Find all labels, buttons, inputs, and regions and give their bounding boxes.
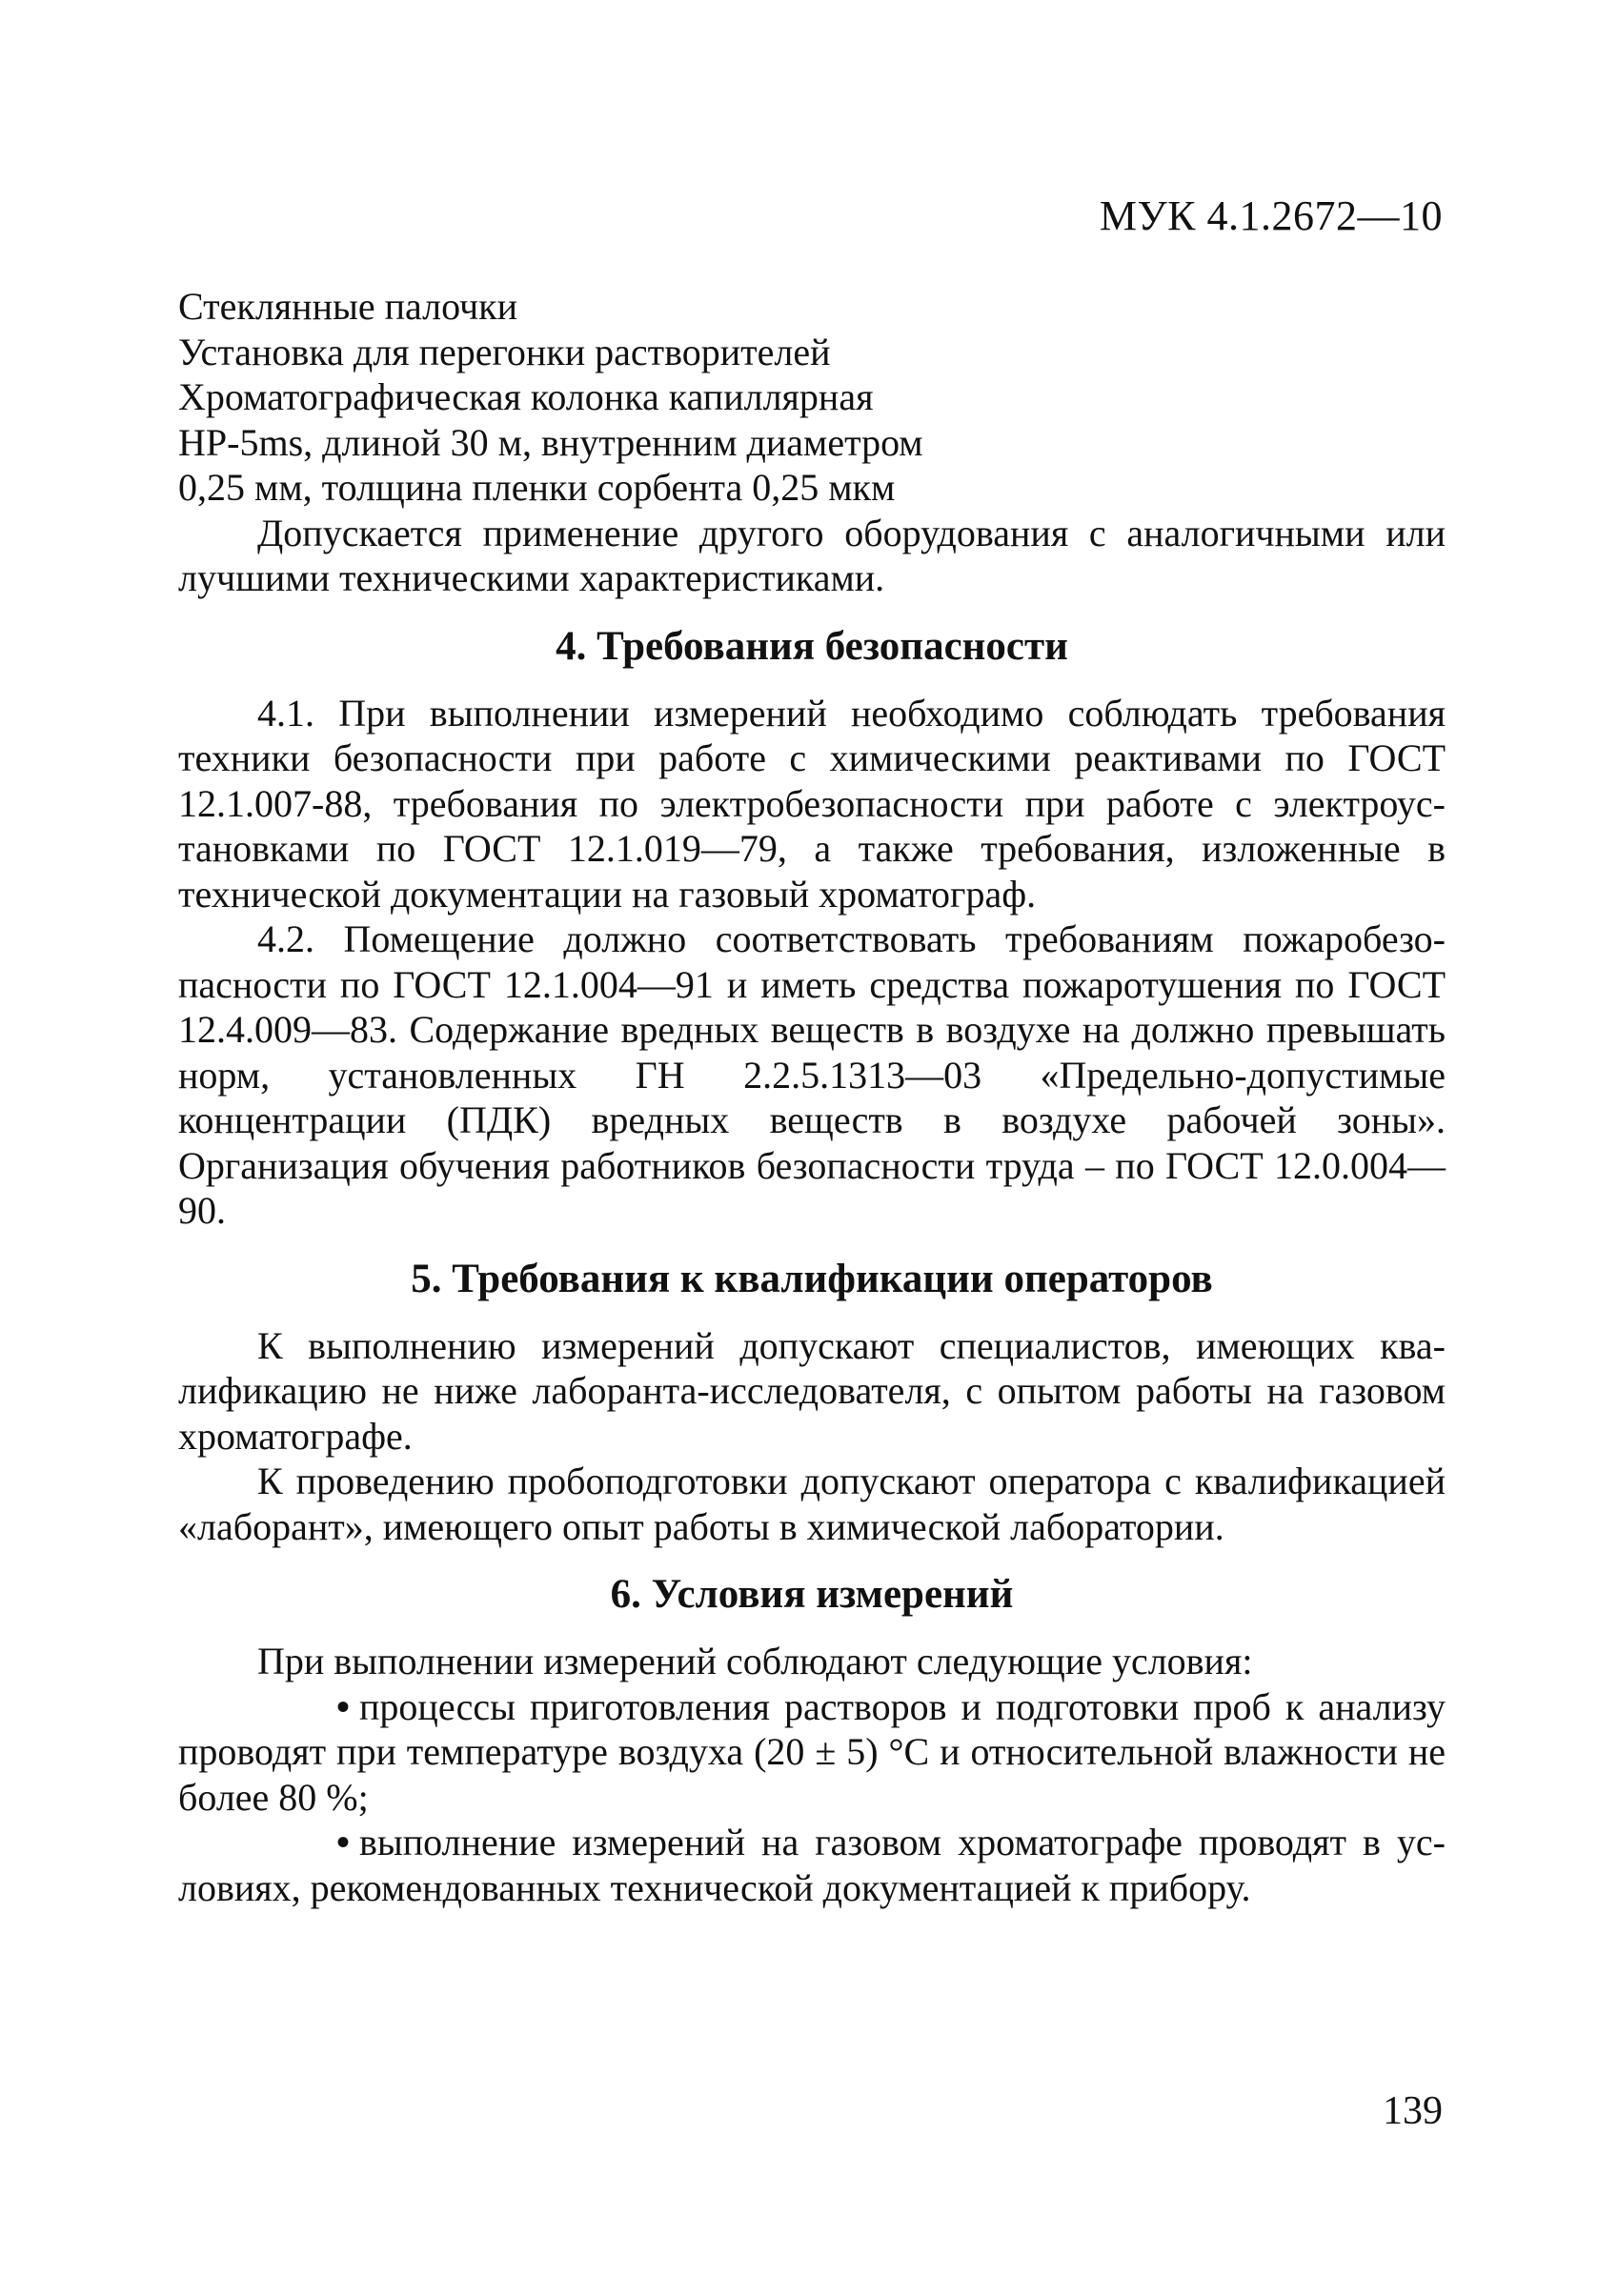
- section-6-title: 6. Условия измерений: [610, 1572, 1014, 1617]
- equipment-line: Установка для перегонки растворителей: [178, 330, 831, 373]
- equipment-line: 0,25 мм, толщина пленки сорбента 0,25 мкм: [178, 466, 896, 509]
- section-5-paragraph-2: К проведению пробоподготовки допускают оператора с квалификацией «лаборант», имеющего опыт работы в химической лаборатории.: [178, 1460, 1446, 1548]
- bullet-icon: •: [336, 1684, 351, 1728]
- section-5-title: 5. Требования к квалификации операторов: [411, 1256, 1213, 1301]
- bullet-text: выполнение измерений на газовом хроматографе проводят в условиях, рекомендованных технической документацией к прибору.: [178, 1821, 1446, 1909]
- section-5-paragraph-1: К выполнению измерений допускают специалистов, имеющих квалификацию не ниже лаборанта-исследователя, с опытом работы на газовом хроматографе.: [178, 1323, 1446, 1458]
- bullet-text: процессы приготовления растворов и подготовки проб к анализу проводят при температуре воздуха (20 ± 5) °С и относительной влажности не более 80 %;: [178, 1684, 1446, 1819]
- section-4-title: 4. Требования безопасности: [556, 623, 1068, 669]
- equipment-line: Стеклянные палочки: [178, 285, 518, 328]
- section-6-bullet-item: [178, 1684, 1446, 1821]
- section-6-intro: При выполнении измерений соблюдают следующие условия:: [257, 1640, 1253, 1682]
- document-code-header: МУК 4.1.2672—10: [1099, 192, 1443, 239]
- equipment-line: Хроматографическая колонка капиллярная: [178, 375, 874, 418]
- section-4-paragraph-1: 4.1. При выполнении измерений необходимо соблюдать требования техники безопасности при работе с химическими реактивами по ГОСТ 12.1.007-88, требования по электробезопасности при работе с электроустановками по ГОСТ 12.1.019—79, а также требования, изложенные в технической документации на газовый хроматограф.: [178, 691, 1446, 916]
- page-number: 139: [1383, 2089, 1443, 2133]
- section-6-bullet-item: [178, 1820, 1446, 1910]
- page-content: [178, 284, 1446, 1910]
- equipment-list: [178, 284, 1446, 511]
- equipment-line: HP-5ms, длиной 30 м, внутренним диаметром: [178, 420, 923, 464]
- bullet-icon: •: [336, 1821, 351, 1863]
- section-4-paragraph-2: 4.2. Помещение должно соответствовать требованиям пожаробезопасности по ГОСТ 12.1.004—91 и иметь средства пожаротушения по ГОСТ 12.4.009—83. Содержание вредных веществ в воздухе на должно превышать норм, установленных ГН 2.2.5.1313—03 «Предельно-допустимые концентрации (ПДК) вредных веществ в воздухе рабочей зоны». Организация обучения работников безопасности труда – по ГОСТ 12.0.004—90.: [178, 917, 1446, 1232]
- equipment-note: Допускается применение другого оборудования с аналогичными или лучшими техническими характеристиками.: [178, 511, 1446, 599]
